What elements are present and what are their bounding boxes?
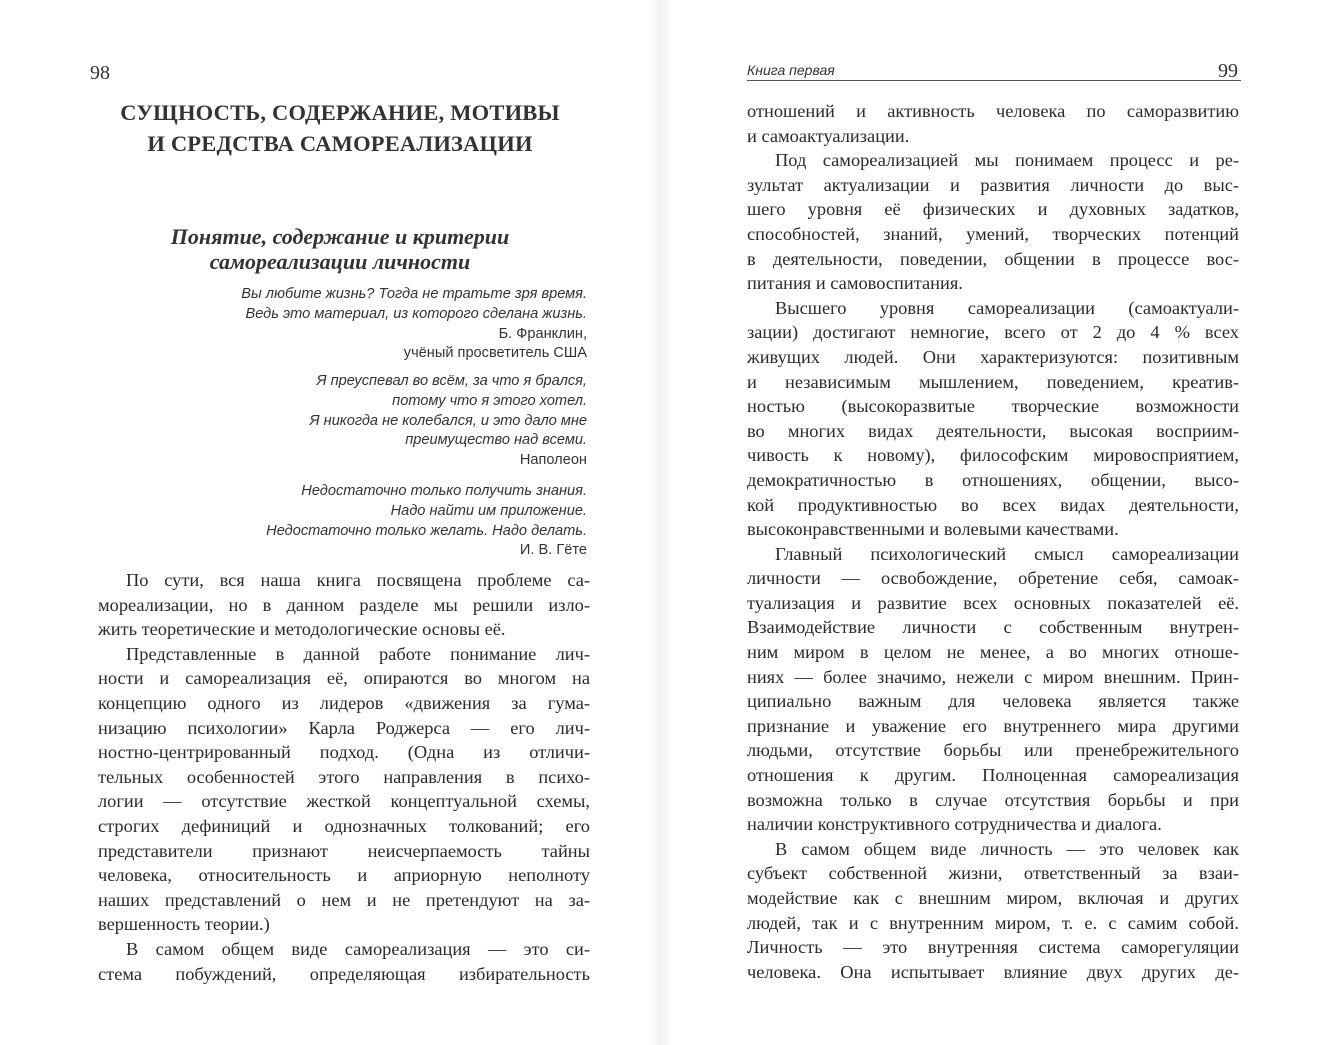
body-text-line: шего уровня её физических и духовных задатков, (747, 199, 1239, 220)
body-text-line: чивость к новому), философским мировосприятием, (747, 445, 1239, 466)
epigraph-attribution: учёный просветитель США (403, 345, 587, 362)
running-head: Книга первая (747, 62, 1241, 81)
body-text-line: живущих людей. Они характеризуются: позитивным (747, 346, 1239, 367)
section-title-line: самореализации личности (209, 249, 471, 274)
body-text-line: ностью (высокоразвитые творческие возможности (747, 396, 1239, 417)
body-text-line: признание и уважение его внутреннего мира другими (747, 715, 1239, 736)
body-text-line: жить теоретические и методологические основы её. (98, 619, 506, 640)
body-text-line: туализация и развитие всех основных показателей её. (747, 592, 1239, 613)
epigraph-quote-line: Надо найти им приложение. (390, 502, 587, 519)
chapter-title-line: И СРЕДСТВА САМОРЕАЛИЗАЦИИ (147, 131, 533, 156)
epigraph-quote-line: потому что я этого хотел. (392, 392, 587, 409)
epigraph-quote-line: Ведь это материал, из которого сделана жизнь. (245, 305, 587, 322)
body-text-line: человека, относительность и априорную неполноту (98, 865, 590, 886)
body-text-line: личности — освобождение, обретение себя, самоак- (747, 568, 1239, 589)
body-text-line: мореализации, но в данном разделе мы решили изло- (98, 594, 590, 615)
body-text-line: питания и самовоспитания. (747, 273, 963, 294)
epigraph-quote-line: Я преуспевал во всём, за что я брался, (316, 373, 587, 389)
body-text-line: кой продуктивностью во всех видах деятельности, (747, 494, 1239, 515)
body-text-line: Высшего уровня самореализации (самоактуали- (775, 297, 1239, 318)
body-text-line: человека. Она испытывает влияние двух других де- (747, 961, 1239, 982)
body-text-line: Главный психологический смысл самореализации (775, 543, 1239, 564)
epigraph-quote-line: Недостаточно только желать. Надо делать. (266, 522, 587, 539)
epigraph-attribution: Наполеон (519, 452, 587, 469)
body-text-line: стема побуждений, определяющая избирательность (98, 963, 590, 984)
body-text-line: представители признают неисчерпаемость тайны (98, 840, 590, 861)
body-text-line: в деятельности, поведении, общении в процессе вос- (747, 248, 1239, 269)
epigraph-quote-line: Я никогда не колебался, и это дало мне (309, 412, 587, 429)
body-text-line: отношений и активность человека по саморазвитию (747, 101, 1239, 121)
body-text-line: демократичностью в отношениях, общении, высо- (747, 469, 1239, 490)
body-text-line: тельных особенностей этого направления в психо- (98, 766, 590, 787)
body-text-line: Взаимодействие личности с собственным внутрен- (747, 617, 1239, 638)
right-body-text (747, 99, 1239, 984)
body-text-line: логии — отсутствие жесткой концептуальной схемы, (98, 791, 590, 812)
body-text-line: во многих видах деятельности, высокая восприим- (747, 420, 1239, 441)
body-text-line: Представленные в данной работе понимание лич- (126, 643, 590, 664)
body-text-line: В самом общем виде самореализация — это си- (126, 938, 590, 959)
body-text-line: По сути, вся наша книга посвящена проблеме са- (126, 570, 590, 590)
body-text-line: концепцию одного из лидеров «движения за гума- (98, 692, 590, 713)
body-text-line: модействие как с внешним миром, включая и других (747, 888, 1239, 908)
body-text-line: и независимым мышлением, поведением, креатив- (747, 371, 1239, 392)
epigraph-napoleon (127, 372, 587, 471)
body-text-line: людьми, отсутствие борьбы или пренебрежительного (747, 740, 1239, 761)
epigraph-franklin (127, 285, 587, 364)
body-text-line: В самом общем виде личность — это человек как (775, 838, 1239, 859)
epigraph-quote-line: Недостаточно только получить знания. (301, 483, 587, 499)
body-text-line: зультат актуализации и развития личности до выс- (747, 174, 1239, 195)
body-text-line: строгих дефиниций и однозначных толкований; его (98, 815, 590, 836)
body-text-line: людей, так и с внутренним миром, т. е. с самим собой. (747, 912, 1239, 933)
body-text-line: высоконравственными и волевыми качествами. (747, 519, 1119, 540)
body-text-line: Личность — это внутренняя система саморегуляции (747, 937, 1239, 958)
body-text-line: возможна только в случае отсутствия борьбы и при (747, 789, 1239, 810)
body-text-line: ности и самореализация её, опираются во многом на (98, 668, 590, 689)
body-text-line: и самоактуализации. (747, 125, 910, 146)
body-text-line: низацию психологии» Карла Роджерса — его лич- (98, 717, 590, 738)
body-text-line: ципиально важным для человека является также (747, 691, 1239, 712)
epigraph-goethe (127, 482, 587, 561)
body-text-line: ностно-центрированный подход. (Одна из отличи- (98, 742, 590, 763)
body-text-line: отношения к другим. Полноценная самореализация (747, 765, 1239, 786)
left-page-number: 98 (90, 62, 110, 84)
section-title-line: Понятие, содержание и критерии (170, 224, 510, 249)
epigraph-attribution: И. В. Гёте (519, 542, 587, 559)
epigraph-attribution: Б. Франклин, (498, 325, 587, 342)
body-text-line: ниях — более значимо, нежели с миром внешним. Прин- (747, 666, 1239, 687)
body-text-line: Под самореализацией мы понимаем процесс и ре- (775, 150, 1239, 171)
body-text-line: способностей, знаний, умений, творческих потенций (747, 223, 1239, 244)
epigraph-quote-line: преимущество над всеми. (405, 432, 587, 449)
body-text-line: вершенность теории.) (98, 914, 270, 935)
section-title (120, 224, 560, 274)
right-page-number: 99 (1218, 60, 1238, 82)
body-text-line: зации) достигают немногие, всего от 2 до 4 % всех (747, 322, 1239, 343)
body-text-line: субъект собственной жизни, ответственный за взаи- (747, 863, 1239, 884)
left-body-text (98, 568, 590, 986)
chapter-title-line: СУЩНОСТЬ, СОДЕРЖАНИЕ, МОТИВЫ (120, 100, 560, 125)
body-text-line: наличии конструктивного сотрудничества и диалога. (747, 814, 1162, 835)
body-text-line: ним миром в целом не менее, а во многих отноше- (747, 642, 1239, 663)
epigraph-quote-line: Вы любите жизнь? Тогда не тратьте зря время. (241, 286, 587, 302)
chapter-title (110, 97, 570, 159)
body-text-line: наших представлений о нем и не претендуют на за- (98, 889, 590, 910)
